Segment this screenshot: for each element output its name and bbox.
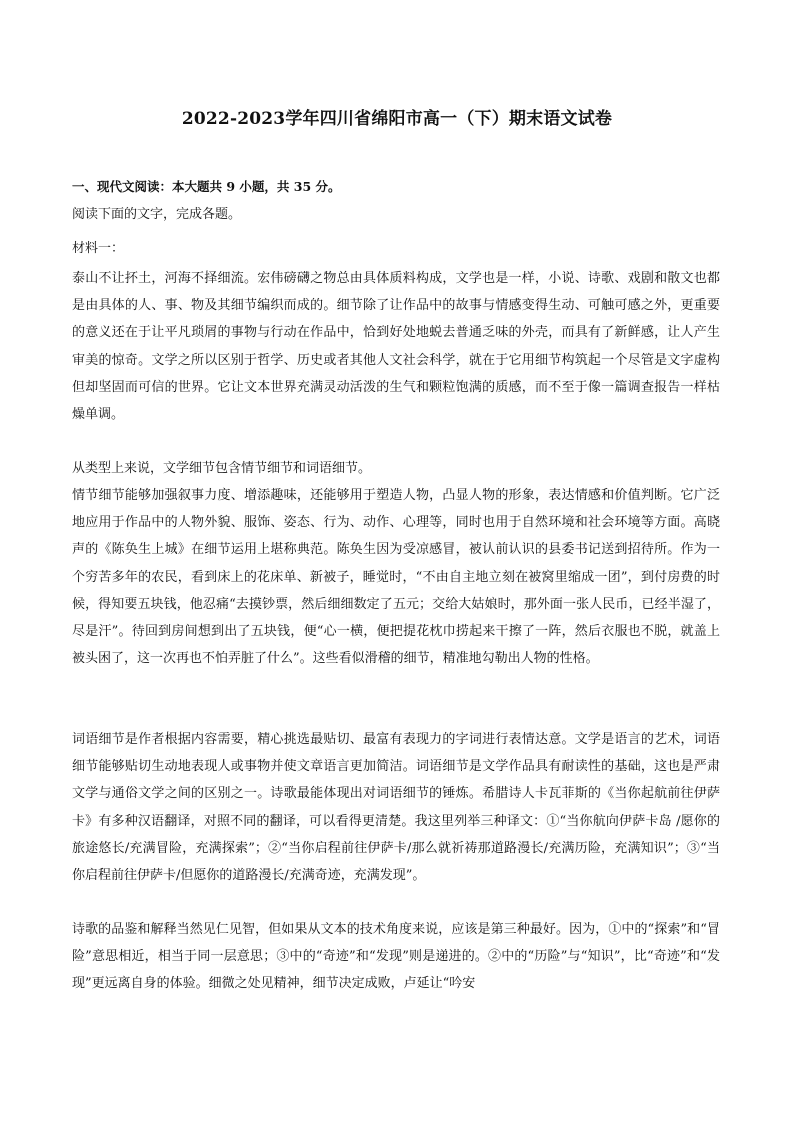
paragraph-1: 泰山不让抔土，河海不择细流。宏伟磅礴之物总由具体质料构成，文学也是一样，小说、诗歌、戏剧和散文也都是由具体的人、事、物及其细节编织而成的。细节除了让作品中的故事与情感变得生动、可触可感之外，更重要的意义还在于让平凡琐屑的事物与行动在作品中，恰到好处地蜕去普通乏味的外壳，而具有了新鲜感，让人产生审美的惊奇。文学之所以区别于哲学、历史或者其他人文社会科学，就在于它用细节构筑起一个尽管是文字虚构但却坚固而可信的世界。它让文本世界充满灵动活泼的生气和颗粒饱满的质感，而不至于像一篇调查报告一样枯燥单调。 — [72, 271, 720, 423]
paragraph-4: 词语细节是作者根据内容需要，精心挑选最贴切、最富有表现力的字词进行表情达意。文学是语言的艺术，词语细节能够贴切生动地表现人或事物并使文章语言更加简洁。词语细节是文学作品具有耐读性的基础，这也是严肃文学与通俗文学之间的区别之一。诗歌最能体现出对词语细节的锤炼。希腊诗人卡瓦菲斯的《当你起航前往伊萨卡》有多种汉语翻译，对照不同的翻译，可以看得更清楚。我这里列举三种译文：①“当你航向伊萨卡岛 /愿你的旅途悠长/充满冒险，充满探索”；②“当你启程前往伊萨卡/那么就祈祷那道路漫长/充满历险，充满知识”；③“当你启程前往伊萨卡/但愿你的道路漫长/充满奇迹，充满发现”。 — [72, 732, 720, 884]
paragraph-5: 诗歌的品鉴和解释当然见仁见智，但如果从文本的技术角度来说，应该是第三种最好。因为，①中的“探索”和“冒险”意思相近，相当于同一层意思；③中的“奇迹”和“发现”则是递进的。②中的“历险”与“知识”，比“奇迹”和“发现”更远离自身的体验。细微之处见精神，细节决定成败，卢延让“吟安 — [72, 922, 720, 992]
paragraph-2: 从类型上来说，文学细节包含情节细节和词语细节。 — [72, 461, 372, 476]
paragraph-3: 情节细节能够加强叙事力度、增添趣味，还能够用于塑造人物，凸显人物的形象，表达情感和价值判断。它广泛地应用于作品中的人物外貌、服饰、姿态、行为、动作、心理等，同时也用于自然环境和社会环境等方面。高晓声的《陈奂生上城》在细节运用上堪称典范。陈奂生因为受凉感冒，被认前认识的县委书记送到招待所。作为一个穷苦多年的农民，看到床上的花床单、新被子，睡觉时，“不由自主地立刻在被窝里缩成一团”，到付房费的时候，得知要五块钱，他忍痛“去摸钞票，然后细细数定了五元；交给大姑娘时，那外面一张人民币，已经半湿了，尽是汗”。待回到房间想到出了五块钱，便“心一横，便把提花枕巾捞起来干擦了一阵，然后衣服也不脱，就盖上被头困了，这一次再也不怕弄脏了什么”。这些看似滑稽的细节，精准地勾勒出人物的性格。 — [72, 488, 720, 667]
page-title: 2022-2023学年四川省绵阳市高一（下）期末语文试卷 — [181, 109, 613, 129]
material-label: 材料一： — [72, 241, 125, 256]
section-heading: 一、现代文阅读：本大题共 9 小题，共 35 分。 — [72, 179, 341, 194]
instruction-text: 阅读下面的文字，完成各题。 — [72, 207, 242, 222]
